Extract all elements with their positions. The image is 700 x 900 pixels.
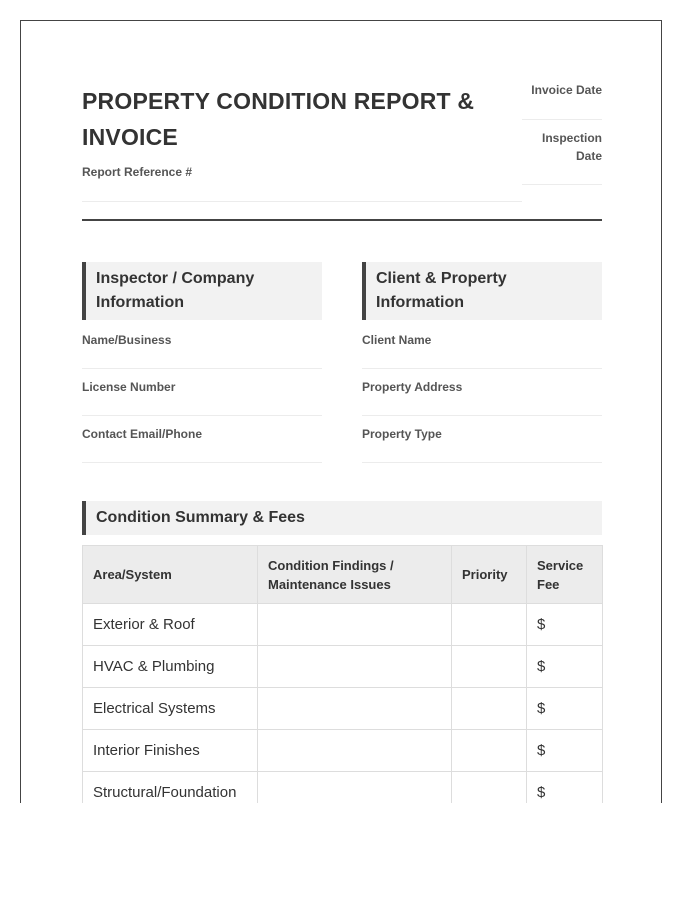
contact-field-line[interactable] xyxy=(82,462,322,463)
table-row xyxy=(83,772,603,804)
header-divider xyxy=(82,219,602,221)
property-type-field-line[interactable] xyxy=(362,462,602,463)
table-header-row xyxy=(83,546,603,604)
report-reference-field-line[interactable] xyxy=(82,201,522,202)
priority-cell[interactable] xyxy=(452,772,527,804)
license-number-field-line[interactable] xyxy=(82,415,322,416)
invoice-date-label: Invoice Date xyxy=(531,83,602,97)
summary-section-heading: Condition Summary & Fees xyxy=(82,501,602,535)
findings-cell[interactable] xyxy=(258,604,452,646)
area-cell: HVAC & Plumbing xyxy=(83,646,258,688)
property-type-label: Property Type xyxy=(362,427,442,441)
property-address-label: Property Address xyxy=(362,380,463,394)
area-cell: Electrical Systems xyxy=(83,688,258,730)
column-header-findings: Condition Findings / Maintenance Issues xyxy=(258,546,452,604)
table-row xyxy=(83,730,603,772)
inspector-name-label: Name/Business xyxy=(82,333,172,347)
column-header-fee: Service Fee xyxy=(527,546,603,604)
priority-cell[interactable] xyxy=(452,730,527,772)
priority-cell[interactable] xyxy=(452,646,527,688)
table-row xyxy=(83,604,603,646)
client-name-field-line[interactable] xyxy=(362,368,602,369)
area-cell: Interior Finishes xyxy=(83,730,258,772)
priority-cell[interactable] xyxy=(452,604,527,646)
fee-cell[interactable]: $ xyxy=(527,646,603,688)
inspector-section-heading: Inspector / Company Information xyxy=(82,262,322,320)
license-number-label: License Number xyxy=(82,380,176,394)
property-address-field-line[interactable] xyxy=(362,415,602,416)
priority-cell[interactable] xyxy=(452,688,527,730)
invoice-date-field-line[interactable] xyxy=(522,119,602,120)
table-row xyxy=(83,646,603,688)
fees-table xyxy=(82,545,603,803)
contact-label: Contact Email/Phone xyxy=(82,427,203,441)
client-section-heading: Client & Property Information xyxy=(362,262,602,320)
fee-cell[interactable]: $ xyxy=(527,730,603,772)
report-reference-label: Report Reference # xyxy=(82,165,193,179)
area-cell: Structural/Foundation xyxy=(83,772,258,804)
client-name-label: Client Name xyxy=(362,333,432,347)
document-page xyxy=(20,20,662,803)
column-header-area: Area/System xyxy=(83,546,258,604)
inspection-date-label: Inspection Date xyxy=(541,131,602,163)
findings-cell[interactable] xyxy=(258,730,452,772)
fee-cell[interactable]: $ xyxy=(527,604,603,646)
findings-cell[interactable] xyxy=(258,772,452,804)
fee-cell[interactable]: $ xyxy=(527,688,603,730)
table-row xyxy=(83,688,603,730)
area-cell: Exterior & Roof xyxy=(83,604,258,646)
inspector-name-field-line[interactable] xyxy=(82,368,322,369)
inspection-date-field-line[interactable] xyxy=(522,184,602,185)
findings-cell[interactable] xyxy=(258,646,452,688)
fee-cell[interactable]: $ xyxy=(527,772,603,804)
findings-cell[interactable] xyxy=(258,688,452,730)
document-title: PROPERTY CONDITION REPORT & INVOICE xyxy=(82,88,475,150)
column-header-priority: Priority xyxy=(452,546,527,604)
